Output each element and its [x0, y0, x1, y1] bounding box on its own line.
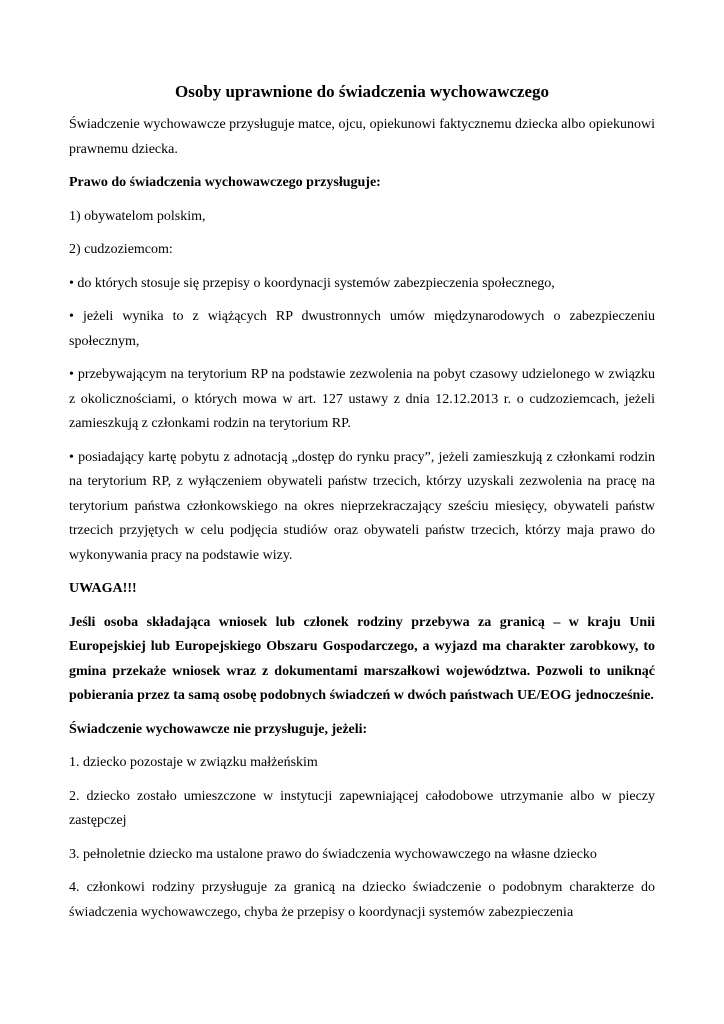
- bullet-bilateral-agreements: • jeżeli wynika to z wiążących RP dwustronnych umów międzynarodowych o zabezpieczeniu społecznym,: [69, 309, 655, 349]
- bullet-temporary-residence: • przebywającym na terytorium RP na podstawie zezwolenia na pobyt czasowy udzielonego w związku z okolicznościami, o których mowa w art. 127 ustawy z dnia 12.12.2013 r. o cudzoziemcach, jeżeli zamieszkują z członkami rodzin na terytorium RP.: [69, 367, 655, 431]
- exclusions-heading: Świadczenie wychowawcze nie przysługuje, jeżeli:: [69, 721, 368, 737]
- bullet-residence-card: • posiadający kartę pobytu z adnotacją „dostęp do rynku pracy”, jeżeli zamieszkują z członkami rodzin na terytorium RP, z wyłączeniem obywateli państw trzecich, którzy uzyskali zezwolenia na pracę na terytorium państwa członkowskiego na okres nieprzekraczający sześciu miesięcy, obywateli państw trzecich przyjętych w celu podjęcia studiów oraz obywateli państw trzecich, którzy maja prawo do wykonywania pracy na podstawie wizy.: [69, 449, 655, 563]
- exclusion-item-3: 3. pełnoletnie dziecko ma ustalone prawo do świadczenia wychowawczego na własne dziecko: [69, 846, 597, 862]
- list-item-citizens: 1) obywatelom polskim,: [69, 208, 206, 224]
- warning-paragraph: Jeśli osoba składająca wniosek lub członek rodziny przebywa za granicą – w kraju Unii Europejskiej lub Europejskiego Obszaru Gospodarczego, a wyjazd ma charakter zarobkowy, to gmina przekaże wniosek wraz z dokumentami marszałkowi województwa. Pozwoli to uniknąć pobierania przez ta samą osobę podobnych świadczeń w dwóch państwach UE/EOG jednocześnie.: [69, 614, 655, 703]
- intro-paragraph: Świadczenie wychowawcze przysługuje matce, ojcu, opiekunowi faktycznemu dziecka albo opiekunowi prawnemu dziecka.: [69, 117, 655, 157]
- warning-heading: UWAGA!!!: [69, 581, 137, 596]
- bullet-coordination: • do których stosuje się przepisy o koordynacji systemów zabezpieczenia społecznego,: [69, 275, 555, 291]
- exclusion-item-1: 1. dziecko pozostaje w związku małżeńskim: [69, 755, 318, 770]
- exclusion-item-4: 4. członkowi rodziny przysługuje za granicą na dziecko świadczenie o podobnym charakterze do świadczenia wychowawczego, chyba że przepisy o koordynacji systemów zabezpieczenia: [69, 880, 655, 920]
- document-page: [69, 80, 655, 934]
- list-item-foreigners: 2) cudzoziemcom:: [69, 242, 173, 257]
- exclusion-item-2: 2. dziecko zostało umieszczone w instytucji zapewniającej całodobowe utrzymanie albo w pieczy zastępczej: [69, 788, 655, 828]
- document-title: Osoby uprawnione do świadczenia wychowawczego: [174, 82, 549, 101]
- eligibility-heading: Prawo do świadczenia wychowawczego przysługuje:: [69, 175, 381, 190]
